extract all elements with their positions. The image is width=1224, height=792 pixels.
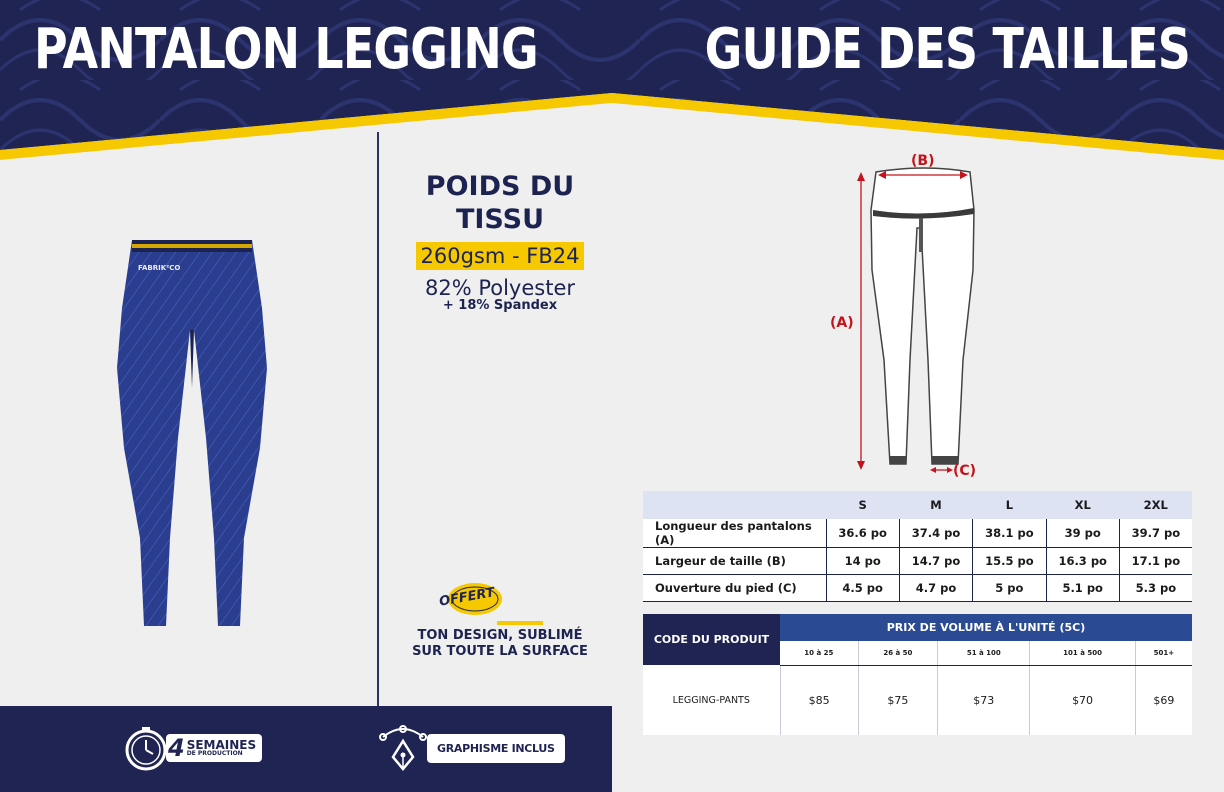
offer-text-line2: SUR TOUTE LA SURFACE <box>412 644 588 659</box>
pen-tool-icon <box>375 723 431 773</box>
weeks-label: SEMAINES <box>186 738 257 752</box>
size-guide-title: GUIDE DES TAILLES <box>704 17 1190 82</box>
price-cell: $70 <box>1030 665 1135 735</box>
price-cell: $75 <box>858 665 937 735</box>
price-cell: $85 <box>780 665 858 735</box>
size-table <box>643 491 1192 602</box>
weeks-sub-label: DE PRODUCTION <box>186 750 243 757</box>
graphism-included <box>375 718 565 778</box>
vertical-divider <box>377 132 379 707</box>
footer-bar <box>0 706 612 792</box>
weeks-number: 4 <box>168 734 185 762</box>
size-header-m: M <box>899 491 972 519</box>
table-cell: 4.5 po <box>826 575 899 602</box>
offer-text <box>405 628 595 660</box>
quantity-tier: 501+ <box>1135 641 1192 665</box>
size-header-s: S <box>826 491 899 519</box>
table-cell: 5.1 po <box>1046 575 1119 602</box>
dimension-label-a: (A) <box>830 315 854 331</box>
size-header-xl: XL <box>1046 491 1119 519</box>
offer-badge-text: OFFERT <box>438 585 496 610</box>
size-header-empty <box>643 491 826 519</box>
table-cell: 38.1 po <box>973 519 1046 548</box>
fabric-composition-secondary: + 18% Spandex <box>442 298 558 313</box>
quantity-tier: 26 à 50 <box>858 641 937 665</box>
fabric-code-badge: 260gsm - FB24 <box>416 242 585 270</box>
stopwatch-icon <box>122 724 170 772</box>
table-cell: 14 po <box>826 548 899 575</box>
table-cell: 17.1 po <box>1119 548 1192 575</box>
table-row <box>643 548 1192 575</box>
table-cell: 15.5 po <box>973 548 1046 575</box>
legging-product-image <box>112 238 272 634</box>
quantity-tier: 101 à 500 <box>1030 641 1135 665</box>
price-table <box>643 614 1192 735</box>
product-code: LEGGING-PANTS <box>643 665 780 735</box>
dimension-label-b: (B) <box>911 153 935 169</box>
offer-underline <box>497 621 543 625</box>
table-cell: 39.7 po <box>1119 519 1192 548</box>
fabric-info <box>395 170 605 313</box>
production-time <box>122 718 262 778</box>
production-weeks-pill <box>166 734 262 762</box>
header-banner <box>0 0 1224 175</box>
fabric-title-line2: TISSU <box>455 204 545 235</box>
product-title: PANTALON LEGGING <box>34 17 538 82</box>
table-cell: 16.3 po <box>1046 548 1119 575</box>
table-cell: 5.3 po <box>1119 575 1192 602</box>
size-header-l: L <box>973 491 1046 519</box>
fabric-title-line1: POIDS DU <box>425 171 575 202</box>
waistband-brand-label: FABRIK²CO <box>138 264 181 272</box>
dimension-label-c: (C) <box>953 463 977 479</box>
size-header-2xl: 2XL <box>1119 491 1192 519</box>
row-label: Largeur de taille (B) <box>643 548 826 575</box>
volume-price-header: PRIX DE VOLUME À L'UNITÉ (5C) <box>780 614 1192 641</box>
table-cell: 4.7 po <box>899 575 972 602</box>
graphism-label: GRAPHISME INCLUS <box>427 734 565 763</box>
table-cell: 37.4 po <box>899 519 972 548</box>
row-label: Longueur des pantalons (A) <box>643 519 826 548</box>
table-cell: 39 po <box>1046 519 1119 548</box>
fabric-composition-main: 82% Polyester <box>424 276 576 300</box>
offer-text-line1: TON DESIGN, SUBLIMÉ <box>417 628 583 643</box>
quantity-tier: 10 à 25 <box>780 641 858 665</box>
table-row <box>643 575 1192 602</box>
product-code-header: CODE DU PRODUIT <box>643 614 780 665</box>
table-cell: 36.6 po <box>826 519 899 548</box>
table-cell: 14.7 po <box>899 548 972 575</box>
table-row <box>643 519 1192 548</box>
table-cell: 5 po <box>973 575 1046 602</box>
row-label: Ouverture du pied (C) <box>643 575 826 602</box>
price-cell: $69 <box>1135 665 1192 735</box>
price-cell: $73 <box>938 665 1030 735</box>
size-table-header <box>643 491 1192 519</box>
quantity-tier: 51 à 100 <box>938 641 1030 665</box>
